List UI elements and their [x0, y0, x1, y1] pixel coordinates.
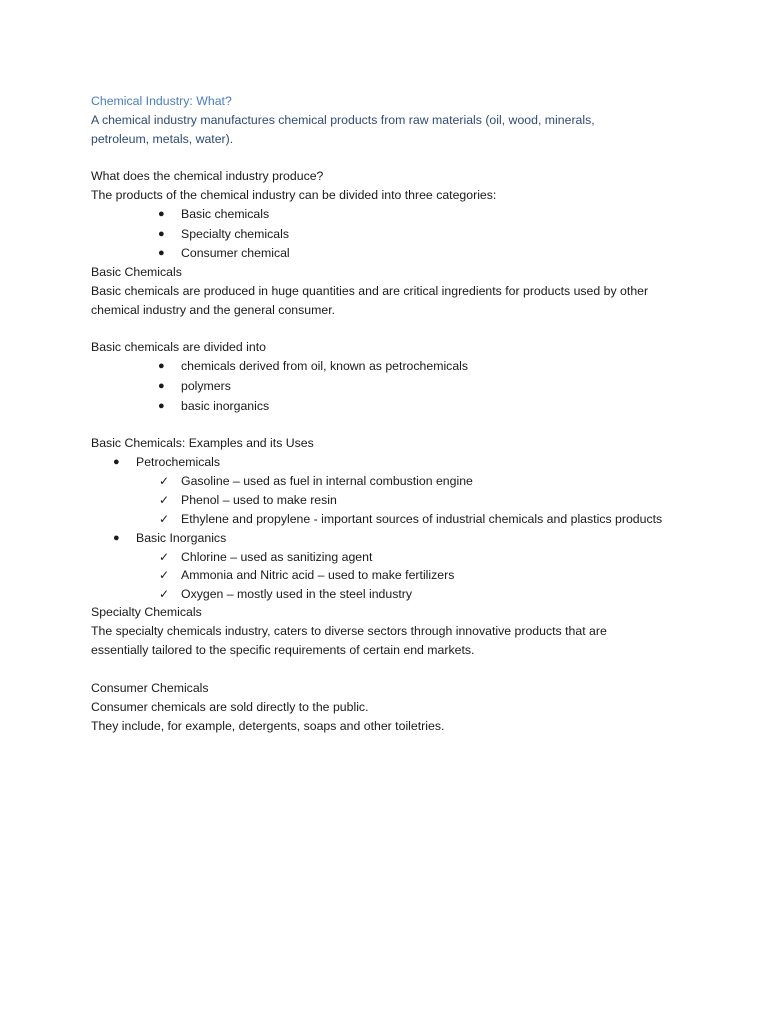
specialty-line-1: The specialty chemicals industry, caters to diverse sectors through innovative products that are: [91, 624, 607, 638]
example-group-name: Petrochemicals: [136, 455, 221, 469]
bullet-icon: ●: [158, 208, 165, 220]
examples-heading: Basic Chemicals: Examples and its Uses: [91, 436, 314, 450]
division-item: basic inorganics: [181, 399, 270, 413]
produce-statement: The products of the chemical industry can be divided into three categories:: [91, 188, 497, 202]
consumer-heading: Consumer Chemicals: [91, 681, 209, 695]
checkmark-icon: ✓: [159, 512, 170, 526]
checkmark-icon: ✓: [159, 550, 170, 564]
intro-heading: Chemical Industry: What?: [91, 94, 232, 108]
basic-line-1: Basic chemicals are produced in huge quantities and are critical ingredients for products used by other: [91, 284, 649, 298]
basic-heading: Basic Chemicals: [91, 265, 182, 279]
example-group-name: Basic Inorganics: [136, 531, 227, 545]
category-item: Basic chemicals: [181, 207, 270, 221]
bullet-icon: ●: [158, 228, 165, 240]
division-item: chemicals derived from oil, known as petrochemicals: [181, 359, 469, 373]
bullet-icon: ●: [158, 380, 165, 392]
intro-line-1: A chemical industry manufactures chemical products from raw materials (oil, wood, minerals,: [91, 113, 595, 127]
example-item: Oxygen – mostly used in the steel industry: [181, 587, 413, 601]
produce-question: What does the chemical industry produce?: [91, 169, 324, 183]
example-item: Phenol – used to make resin: [181, 493, 337, 507]
bullet-icon: ●: [158, 247, 165, 259]
example-item: Chlorine – used as sanitizing agent: [181, 550, 373, 564]
example-item: Ethylene and propylene - important sources of industrial chemicals and plastics products: [181, 512, 663, 526]
intro-line-2: petroleum, metals, water).: [91, 132, 234, 146]
bullet-icon: ●: [158, 400, 165, 412]
example-item: Ammonia and Nitric acid – used to make fertilizers: [181, 568, 455, 582]
category-item: Consumer chemical: [181, 246, 290, 260]
consumer-line-1: Consumer chemicals are sold directly to the public.: [91, 700, 369, 714]
division-item: polymers: [181, 379, 231, 393]
example-item: Gasoline – used as fuel in internal combustion engine: [181, 474, 473, 488]
consumer-line-2: They include, for example, detergents, soaps and other toiletries.: [91, 719, 445, 733]
specialty-heading: Specialty Chemicals: [91, 605, 202, 619]
checkmark-icon: ✓: [159, 493, 170, 507]
bullet-icon: ●: [113, 532, 120, 544]
checkmark-icon: ✓: [159, 587, 170, 601]
bullet-icon: ●: [113, 456, 120, 468]
category-item: Specialty chemicals: [181, 227, 289, 241]
bullet-icon: ●: [158, 360, 165, 372]
divided-intro: Basic chemicals are divided into: [91, 340, 266, 354]
specialty-line-2: essentially tailored to the specific requirements of certain end markets.: [91, 643, 475, 657]
checkmark-icon: ✓: [159, 474, 170, 488]
checkmark-icon: ✓: [159, 568, 170, 582]
basic-line-2: chemical industry and the general consumer.: [91, 303, 336, 317]
